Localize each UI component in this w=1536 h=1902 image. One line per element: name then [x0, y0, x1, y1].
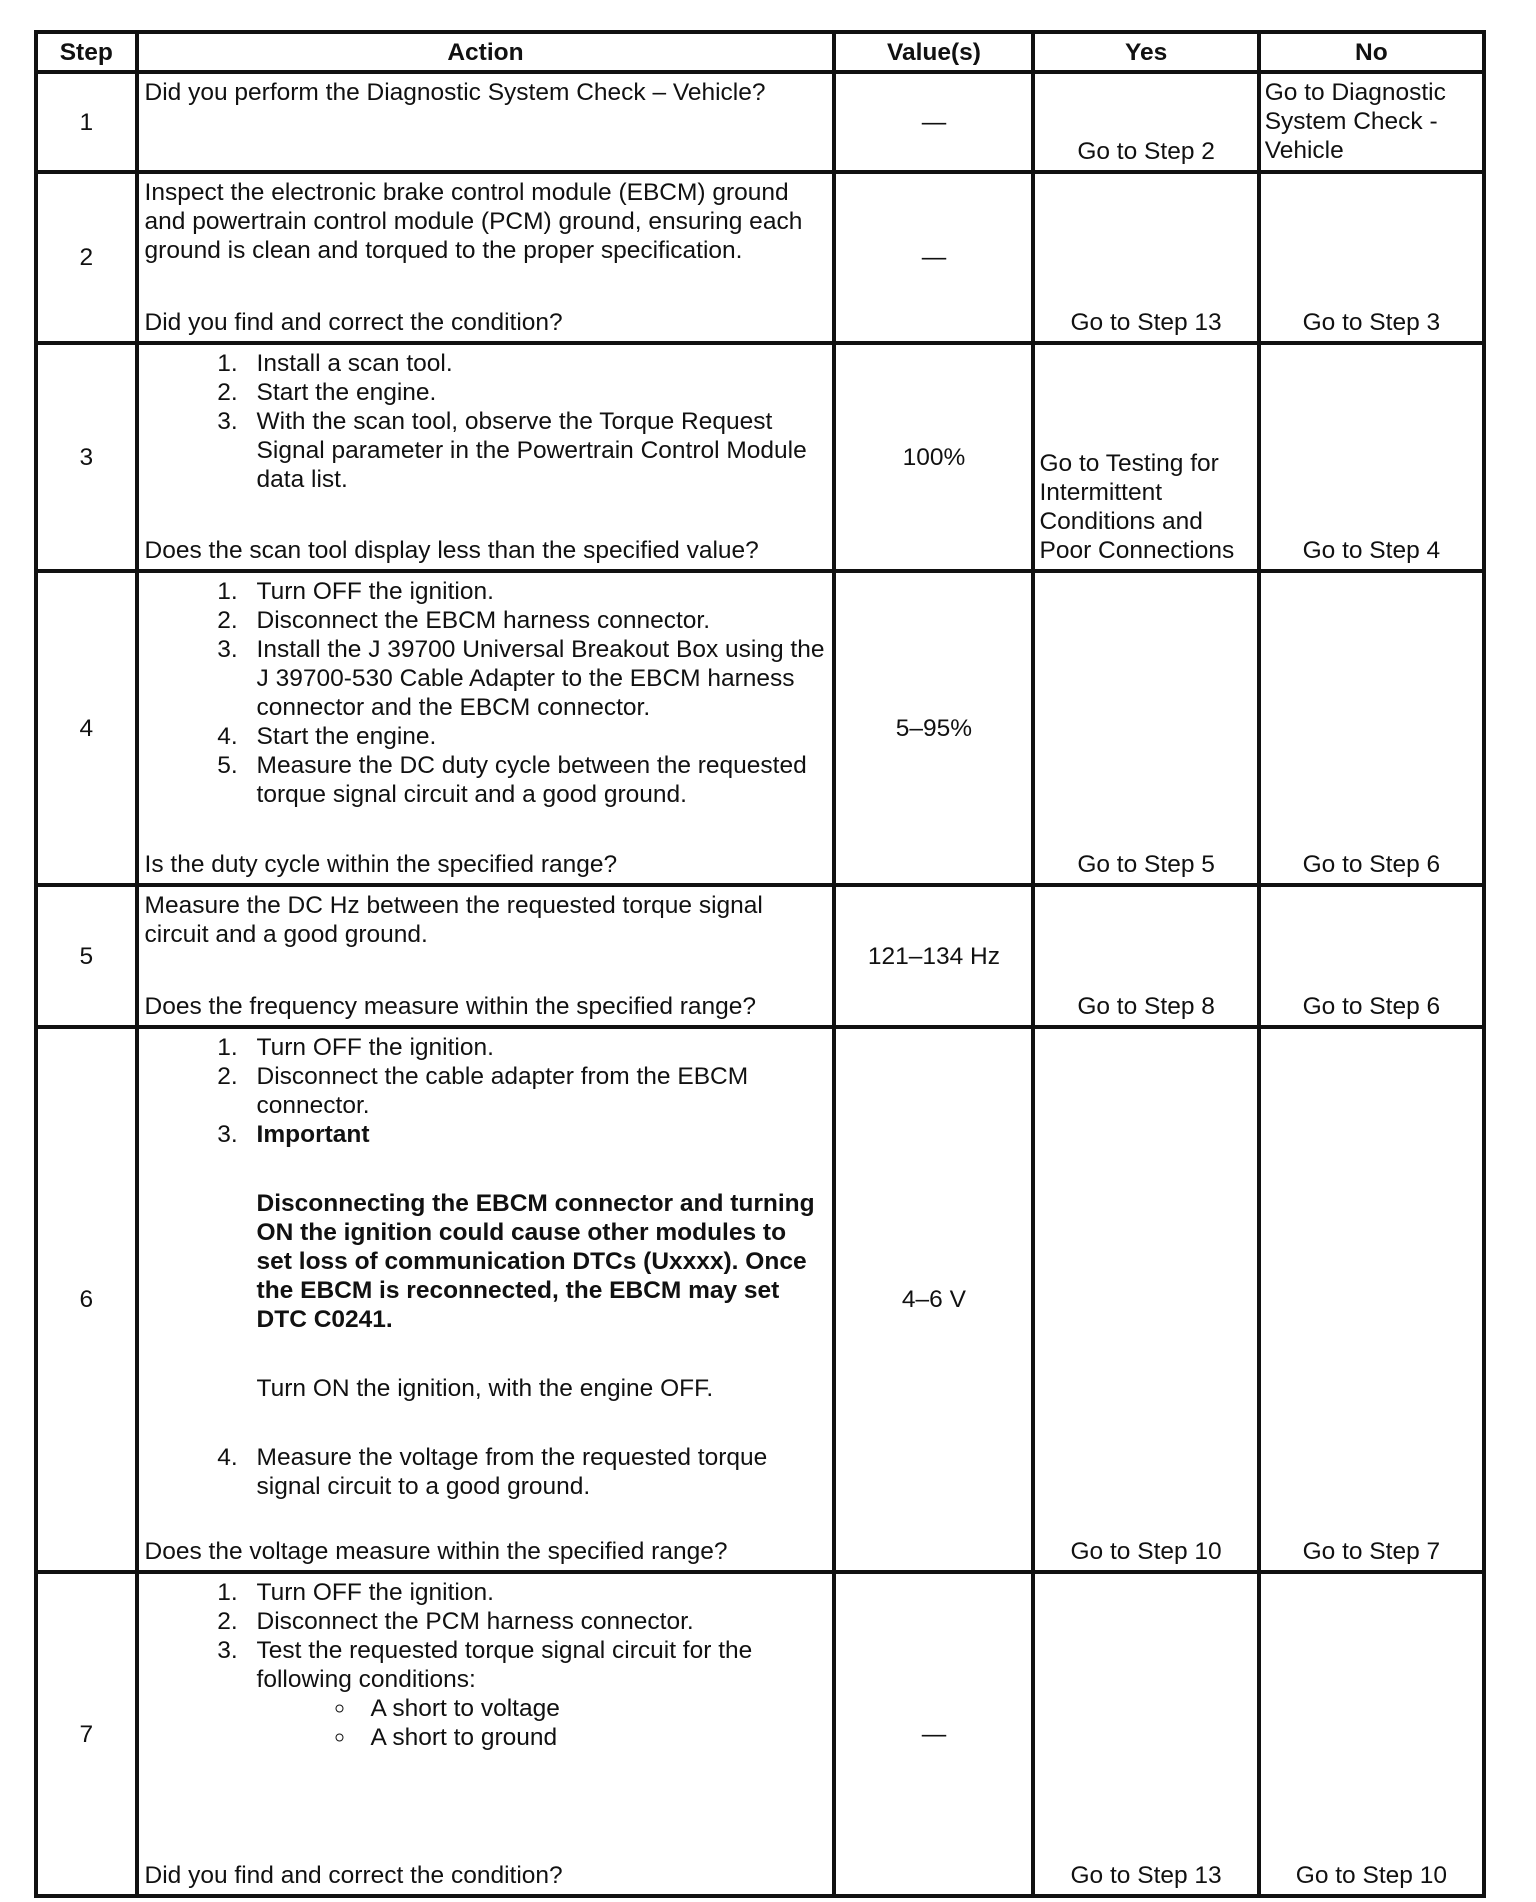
action-cell: [137, 571, 835, 885]
table-row: [36, 343, 1484, 571]
value-cell: 121–134 Hz: [834, 885, 1033, 1027]
header-yes: Yes: [1033, 32, 1258, 72]
action-step: 4. Start the engine.: [245, 722, 827, 751]
action-steps: [145, 577, 827, 809]
value-cell: 4–6 V: [834, 1027, 1033, 1572]
action-step: 2. Disconnect the cable adapter from the EBCM connector.: [245, 1062, 827, 1120]
action-question: Does the frequency measure within the specified range?: [144, 993, 757, 1020]
action-body: [145, 1033, 827, 1501]
condition-list: [257, 1694, 827, 1752]
no-cell: Go to Step 3: [1259, 172, 1484, 343]
action-steps: [145, 1033, 827, 1501]
important-followup: Turn ON the ignition, with the engine OFF.: [256, 1375, 714, 1402]
action-cell: [137, 72, 835, 172]
yes-cell: Go to Step 5: [1033, 571, 1258, 885]
action-step: 3. With the scan tool, observe the Torque Request Signal parameter in the Powertrain Control Module data list.: [245, 407, 827, 494]
condition-item: ◦ A short to voltage: [357, 1694, 827, 1723]
action-step: 3. Install the J 39700 Universal Breakout Box using the J 39700-530 Cable Adapter to the EBCM harness connector and the EBCM connector.: [245, 635, 827, 722]
action-step: 4. Measure the voltage from the requested torque signal circuit to a good ground.: [245, 1443, 827, 1501]
step-number: 5: [36, 885, 137, 1027]
table-row: [36, 172, 1484, 343]
header-action: Action: [137, 32, 835, 72]
action-question: Does the voltage measure within the specified range?: [144, 1538, 728, 1565]
table-row: [36, 1572, 1484, 1896]
action-step: 1. Turn OFF the ignition.: [245, 1033, 827, 1062]
header-step: Step: [36, 32, 137, 72]
table-row: [36, 885, 1484, 1027]
action-cell: [137, 343, 835, 571]
action-step: 5. Measure the DC duty cycle between the requested torque signal circuit and a good ground.: [245, 751, 827, 809]
value-cell: 100%: [834, 343, 1033, 571]
step-number: 4: [36, 571, 137, 885]
value-cell: 5–95%: [834, 571, 1033, 885]
no-cell: Go to Step 7: [1259, 1027, 1484, 1572]
action-text: Inspect the electronic brake control module (EBCM) ground and powertrain control module (PCM) ground, ensuring each ground is clean and torqued to the proper specification.: [144, 179, 803, 264]
yes-cell: Go to Step 10: [1033, 1027, 1258, 1572]
no-cell: Go to Step 6: [1259, 571, 1484, 885]
value-cell: —: [834, 72, 1033, 172]
action-steps: [145, 349, 827, 494]
action-step: 2. Disconnect the EBCM harness connector.: [245, 606, 827, 635]
value-cell: —: [834, 172, 1033, 343]
no-cell: Go to Step 4: [1259, 343, 1484, 571]
condition-item: ◦ A short to ground: [357, 1723, 827, 1752]
action-question: Did you find and correct the condition?: [144, 309, 563, 336]
header-no: No: [1259, 32, 1484, 72]
header-row: [36, 32, 1484, 72]
action-cell: [137, 885, 835, 1027]
action-cell: [137, 1027, 835, 1572]
action-step: 1. Turn OFF the ignition.: [245, 577, 827, 606]
yes-cell: Go to Testing for Intermittent Conditions and Poor Connections: [1033, 343, 1258, 571]
action-question: Did you find and correct the condition?: [144, 1862, 563, 1889]
step-number: 6: [36, 1027, 137, 1572]
action-step-important: [245, 1120, 827, 1443]
action-step-with-conditions: [245, 1636, 827, 1752]
no-cell: Go to Step 6: [1259, 885, 1484, 1027]
action-cell: [137, 172, 835, 343]
step-number: 2: [36, 172, 137, 343]
action-text: Measure the DC Hz between the requested torque signal circuit and a good ground.: [144, 892, 763, 948]
action-question: Does the scan tool display less than the specified value?: [144, 537, 759, 564]
table-row: [36, 72, 1484, 172]
action-step: 1. Turn OFF the ignition.: [245, 1578, 827, 1607]
action-question: Is the duty cycle within the specified range?: [144, 851, 618, 878]
diagnostic-table: [34, 30, 1486, 1898]
step-number: 1: [36, 72, 137, 172]
important-note: Disconnecting the EBCM connector and turning ON the ignition could cause other modules to set loss of communication DTCs (Uxxxx). Once the EBCM is reconnected, the EBCM may set DTC C0241.: [256, 1190, 815, 1333]
yes-cell: Go to Step 13: [1033, 172, 1258, 343]
yes-cell: Go to Step 13: [1033, 1572, 1258, 1896]
action-text: Did you perform the Diagnostic System Check – Vehicle?: [144, 79, 766, 106]
step-number: 7: [36, 1572, 137, 1896]
table-row: [36, 1027, 1484, 1572]
no-cell: Go to Step 10: [1259, 1572, 1484, 1896]
yes-cell: Go to Step 8: [1033, 885, 1258, 1027]
table-row: [36, 571, 1484, 885]
action-step: 2. Disconnect the PCM harness connector.: [245, 1607, 827, 1636]
action-step: 2. Start the engine.: [245, 378, 827, 407]
no-cell: Go to Diagnostic System Check - Vehicle: [1259, 72, 1484, 172]
action-step-text: Test the requested torque signal circuit for the following conditions:: [256, 1637, 753, 1693]
step-number: 3: [36, 343, 137, 571]
header-values: Value(s): [834, 32, 1033, 72]
action-cell: [137, 1572, 835, 1896]
yes-cell: Go to Step 2: [1033, 72, 1258, 172]
important-label: Important: [256, 1121, 370, 1148]
action-steps: [145, 1578, 827, 1752]
action-step: 1. Install a scan tool.: [245, 349, 827, 378]
value-cell: —: [834, 1572, 1033, 1896]
